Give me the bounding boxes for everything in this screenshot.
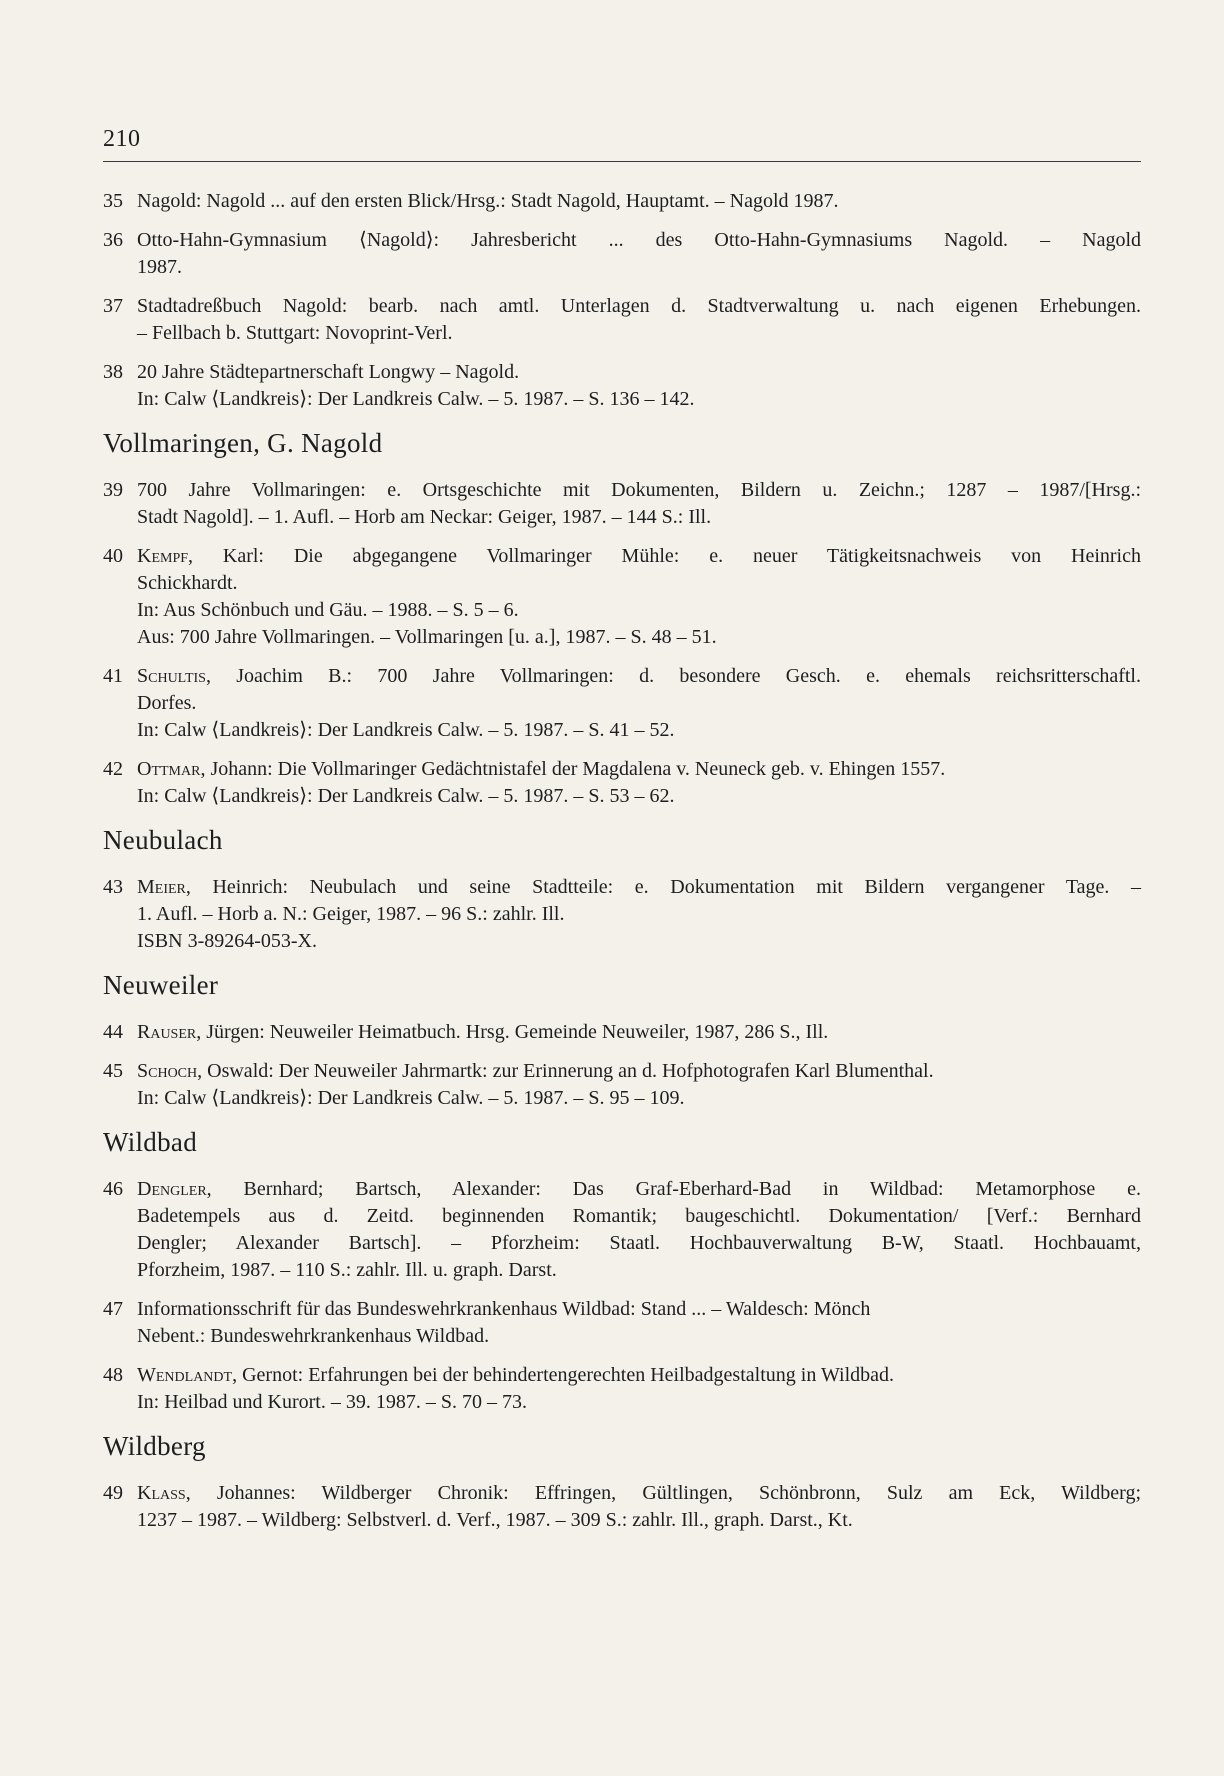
entry-number: 45 [103, 1060, 123, 1082]
entry-author: Ottmar [137, 758, 201, 780]
entry-number: 42 [103, 758, 123, 780]
bibliography-entry [103, 1058, 1141, 1112]
entry-number: 35 [103, 190, 123, 212]
entry-text: , Gernot: Erfahrungen bei der behindertengerechten Heilbadgestaltung in Wildbad. [232, 1364, 895, 1386]
bibliography-entry [103, 227, 1141, 281]
entry-author: Kempf [137, 545, 189, 567]
entry-line [137, 1480, 1141, 1507]
entry-line: Stadt Nagold]. – 1. Aufl. – Horb am Neckar: Geiger, 1987. – 144 S.: Ill. [137, 506, 712, 528]
bibliography-entry [103, 188, 1141, 215]
entry-line [137, 756, 1141, 783]
entry-line: Schickhardt. [137, 572, 238, 594]
entry-number: 40 [103, 545, 123, 567]
section-heading: Wildberg [103, 1431, 206, 1461]
entry-line: Stadtadreßbuch Nagold: bearb. nach amtl. Unterlagen d. Stadtverwaltung u. nach eigenen Erhebungen. [137, 295, 1141, 317]
entry-number: 37 [103, 295, 123, 317]
entry-line: 1237 – 1987. – Wildberg: Selbstverl. d. Verf., 1987. – 309 S.: zahlr. Ill., graph. Darst., Kt. [137, 1509, 853, 1531]
section-heading: Vollmaringen, G. Nagold [103, 428, 383, 458]
bibliography-entry [103, 756, 1141, 810]
entry-line: Otto-Hahn-Gymnasium ⟨Nagold⟩: Jahresbericht ... des Otto-Hahn-Gymnasiums Nagold. – Nagold [137, 229, 1141, 251]
entry-number: 43 [103, 876, 123, 898]
entry-line: Pforzheim, 1987. – 110 S.: zahlr. Ill. u. graph. Darst. [137, 1259, 557, 1281]
entry-text: , Jürgen: Neuweiler Heimatbuch. Hrsg. Gemeinde Neuweiler, 1987, 286 S., Ill. [196, 1021, 829, 1043]
section-heading: Neubulach [103, 825, 223, 855]
bibliography-entry [103, 874, 1141, 955]
entry-line: ISBN 3-89264-053-X. [137, 930, 317, 952]
entry-line: In: Calw ⟨Landkreis⟩: Der Landkreis Calw. – 5. 1987. – S. 95 – 109. [137, 1087, 685, 1109]
entry-number: 44 [103, 1021, 123, 1043]
entry-line: Nebent.: Bundeswehrkrankenhaus Wildbad. [137, 1325, 490, 1347]
entry-number: 39 [103, 479, 123, 501]
bibliography-entry [103, 1296, 1141, 1350]
section-heading: Wildbad [103, 1127, 197, 1157]
entry-line [137, 663, 1141, 690]
entry-line: Badetempels aus d. Zeitd. beginnenden Romantik; baugeschichtl. Dokumentation/ [Verf.: Bernhard [137, 1205, 1141, 1227]
entry-line: Nagold: Nagold ... auf den ersten Blick/Hrsg.: Stadt Nagold, Hauptamt. – Nagold 1987. [137, 190, 839, 212]
entry-author: Wendlandt [137, 1364, 233, 1386]
bibliography-entry [103, 1019, 1141, 1046]
entry-author: Meier [137, 876, 186, 898]
entry-text: , Oswald: Der Neuweiler Jahrmartk: zur Erinnerung an d. Hofphotografen Karl Blumenthal. [197, 1060, 934, 1082]
entry-text: , Joachim B.: 700 Jahre Vollmaringen: d. besondere Gesch. e. ehemals reichsritterschaftl. [205, 665, 1141, 687]
entry-author: Schoch [137, 1060, 198, 1082]
entry-line: Dengler; Alexander Bartsch]. – Pforzheim: Staatl. Hochbauverwaltung B-W, Staatl. Hochbauamt, [137, 1232, 1141, 1254]
entry-number: 47 [103, 1298, 123, 1320]
bibliography-entry [103, 1480, 1141, 1534]
entry-number: 49 [103, 1482, 123, 1504]
entry-line [137, 543, 1141, 570]
entry-line: In: Calw ⟨Landkreis⟩: Der Landkreis Calw. – 5. 1987. – S. 136 – 142. [137, 388, 695, 410]
entry-line [137, 1058, 1141, 1085]
entry-text: , Johannes: Wildberger Chronik: Effringen, Gültlingen, Schönbronn, Sulz am Eck, Wildberg; [185, 1482, 1141, 1504]
bibliography-entry [103, 359, 1141, 413]
entry-text: , Bernhard; Bartsch, Alexander: Das Graf-Eberhard-Bad in Wildbad: Metamorphose e. [206, 1178, 1141, 1200]
entry-line: Informationsschrift für das Bundeswehrkrankenhaus Wildbad: Stand ... – Waldesch: Mönch [137, 1298, 871, 1320]
entry-line [137, 1176, 1141, 1203]
entry-number: 41 [103, 665, 123, 687]
entry-line: 700 Jahre Vollmaringen: e. Ortsgeschichte mit Dokumenten, Bildern u. Zeichn.; 1287 – 1987/[Hrsg.: [137, 479, 1141, 501]
entry-line: 1987. [137, 256, 182, 278]
entry-line [137, 1362, 1141, 1389]
entry-line: In: Calw ⟨Landkreis⟩: Der Landkreis Calw. – 5. 1987. – S. 41 – 52. [137, 719, 675, 741]
entry-line: 20 Jahre Städtepartnerschaft Longwy – Nagold. [137, 361, 520, 383]
bibliography-list [103, 188, 1141, 1546]
entry-line: In: Heilbad und Kurort. – 39. 1987. – S. 70 – 73. [137, 1391, 527, 1413]
entry-line: 1. Aufl. – Horb a. N.: Geiger, 1987. – 96 S.: zahlr. Ill. [137, 903, 565, 925]
bibliography-entry [103, 293, 1141, 347]
header-rule [103, 161, 1141, 162]
bibliography-entry [103, 663, 1141, 744]
entry-line: – Fellbach b. Stuttgart: Novoprint-Verl. [137, 322, 453, 344]
entry-line: In: Calw ⟨Landkreis⟩: Der Landkreis Calw. – 5. 1987. – S. 53 – 62. [137, 785, 675, 807]
entry-line: In: Aus Schönbuch und Gäu. – 1988. – S. 5 – 6. [137, 599, 519, 621]
entry-author: Dengler [137, 1178, 207, 1200]
entry-text: , Johann: Die Vollmaringer Gedächtnistafel der Magdalena v. Neuneck geb. v. Ehingen 1557. [200, 758, 946, 780]
entry-author: Rauser [137, 1021, 197, 1043]
entry-number: 38 [103, 361, 123, 383]
entry-line: Aus: 700 Jahre Vollmaringen. – Vollmaringen [u. a.], 1987. – S. 48 – 51. [137, 626, 717, 648]
section-heading: Neuweiler [103, 970, 219, 1000]
entry-line [137, 874, 1141, 901]
entry-number: 46 [103, 1178, 123, 1200]
page-number: 210 [103, 126, 141, 152]
bibliography-entry [103, 1362, 1141, 1416]
entry-text: , Heinrich: Neubulach und seine Stadtteile: e. Dokumentation mit Bildern vergangener Tage. – [185, 876, 1141, 898]
bibliography-entry [103, 1176, 1141, 1284]
bibliography-entry [103, 543, 1141, 651]
entry-author: Klass [137, 1482, 186, 1504]
entry-number: 48 [103, 1364, 123, 1386]
bibliography-entry [103, 477, 1141, 531]
entry-line [137, 1019, 1141, 1046]
entry-author: Schultis [137, 665, 206, 687]
entry-line: Dorfes. [137, 692, 197, 714]
entry-text: , Karl: Die abgegangene Vollmaringer Mühle: e. neuer Tätigkeitsnachweis von Heinrich [188, 545, 1141, 567]
entry-number: 36 [103, 229, 123, 251]
